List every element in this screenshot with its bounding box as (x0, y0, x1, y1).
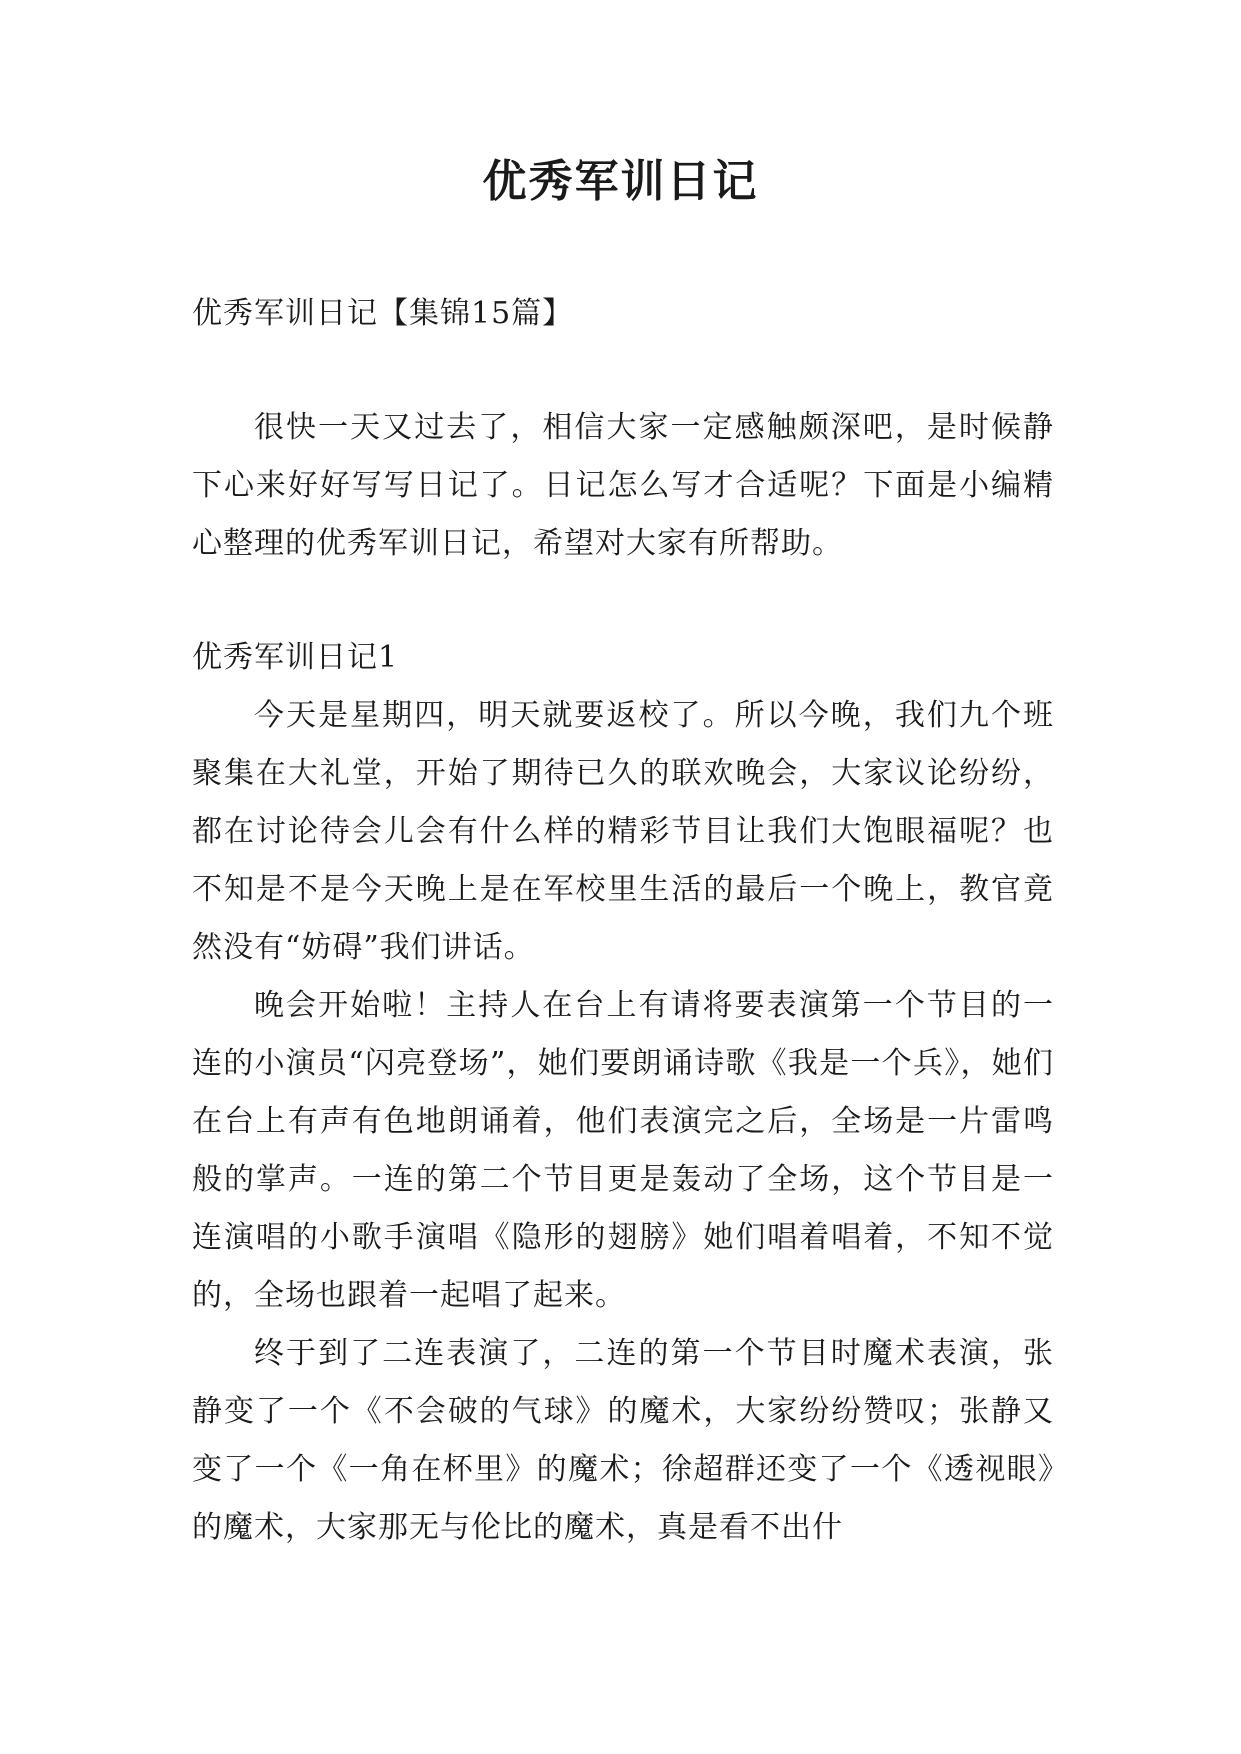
section-heading: 优秀军训日记1 (192, 640, 399, 675)
document-subtitle: 优秀军训日记【集锦15篇】 (192, 296, 574, 331)
body-paragraph: 晚会开始啦！主持人在台上有请将要表演第一个节目的一连的小演员“闪亮登场”，她们要朗诵诗歌《我是一个兵》，她们在台上有声有色地朗诵着，他们表演完之后，全场是一片雷鸣般的掌声。一连的第二个节目更是轰动了全场，这个节目是一连演唱的小歌手演唱《隐形的翅膀》她们唱着唱着，不知不觉的，全场也跟着一起唱了起来。 (192, 988, 1054, 1313)
intro-paragraph: 很快一天又过去了，相信大家一定感触颇深吧，是时候静下心来好好写写日记了。日记怎么写才合适呢？下面是小编精心整理的优秀军训日记，希望对大家有所帮助。 (192, 410, 1054, 561)
body-paragraph: 终于到了二连表演了，二连的第一个节目时魔术表演，张静变了一个《不会破的气球》的魔术，大家纷纷赞叹；张静又变了一个《一角在杯里》的魔术；徐超群还变了一个《透视眼》的魔术，大家那无与伦比的魔术，真是看不出什 (192, 1336, 1054, 1545)
document-body (192, 285, 1054, 1557)
document-title: 优秀军训日记 (482, 156, 759, 207)
body-paragraph: 今天是星期四，明天就要返校了。所以今晚，我们九个班聚集在大礼堂，开始了期待已久的联欢晚会，大家议论纷纷，都在讨论待会儿会有什么样的精彩节目让我们大饱眼福呢？也不知是不是今天晚上是在军校里生活的最后一个晚上，教官竟然没有“妨碍”我们讲话。 (192, 698, 1054, 965)
